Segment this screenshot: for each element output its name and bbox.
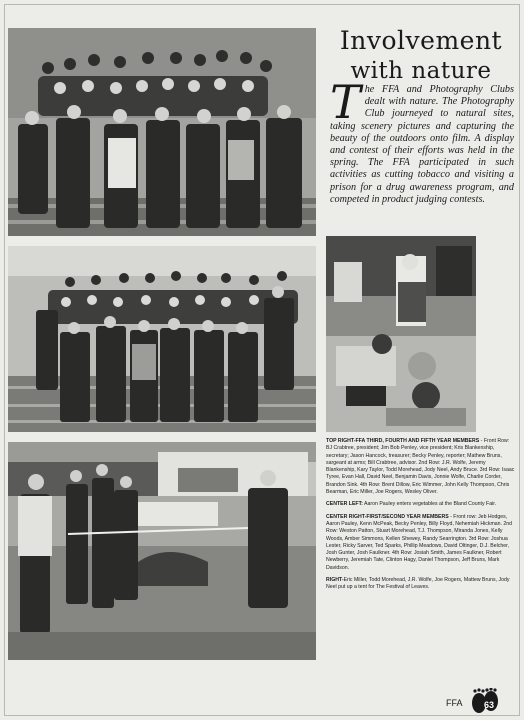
title-line-2: with nature — [350, 58, 492, 84]
section-label: FFA — [446, 698, 463, 708]
caption-top-right — [326, 438, 516, 496]
caption-text: - Front row: Jeb Hodges, Aaron Pauley, Kenn McPeak, Becky Penley, Billy Floyd, Nehemiah Hickman. 2nd Row: Weston Patton, Stuart Morehead, T.J. Thompson, Miranda Jones, Kelly Woods, Amber Simmons, Kellen Shewey, Randy Searrington. 3rd Row: Joshua Lester, Ricky Sarver, Ted Sparks, Phillip Meadows, David Oltinger, D.J. Belcher, Josh Gunter, Josh Faulkner. 4th Row: Josiah Smith, James Faulkner, Robert Newberry, Jeremiah Tate, Clinton Hagy, Daniel Thompson, Jeff Bruns, Mark Davidson. — [326, 513, 513, 571]
body-text: he FFA and Photography Clubs dealt with nature. The Photography Club journeyed to natural sites, taking scenery pictures and capturing the beauty of the outdoors onto film. A display and contest of their efforts was held in the spring. The FFA participated in such activities as cutting tobacco and visiting a prison for a drug awareness program, and competed in product judging contests. — [330, 84, 514, 205]
caption-heading: RIGHT- — [326, 577, 344, 584]
photo-putting-up-tent — [8, 442, 316, 660]
caption-heading: CENTER LEFT: — [326, 501, 363, 508]
drop-cap: T — [330, 75, 361, 129]
caption-heading: CENTER RIGHT-FIRST/SECOND YEAR MEMBERS — [326, 513, 449, 520]
caption-center-left — [326, 501, 516, 508]
photo-ffa-upper-members — [8, 28, 316, 236]
caption-text: Aaron Pauley enters vegetables at the Bland County Fair. — [362, 501, 497, 508]
caption-right — [326, 577, 516, 592]
caption-text: Eric Miller, Todd Morehead, J.R. Wolfe, Joe Rogers, Mattew Bruns, Jody Neel put up a tent for The Festival of Leaves. — [326, 577, 510, 591]
caption-text: - Front Row: BJ Crabtree, president; Jim Bob Penley, vice president; Kris Blankenship, secretary; Jason Hancock, treasurer; Becky Penley, reporter; Mathew Bruns, sargeant at arms; Bill Crabtree, advisor. 2nd Row: J.R. Wolfe, Jeremy Blankenship, Kary Taylor, Todd Morehead, Jody Neel, Andy Bruce. 3rd Row: Isaac Tyree, Evan Hall, David Neel, Benjamin Davis, Jonnie Wolfe, Charlie Corder, Brandon Sink. 4th Row: Brent Dillow, Eric Wimmer, John Kelly Thompson, Chris Bearman, Eric Miller, Joe Rogers, Wesley Oliver. — [326, 438, 515, 496]
caption-heading: TOP RIGHT-FFA THIRD, FOURTH AND FIFTH YEAR MEMBERS — [326, 438, 480, 444]
photo-ffa-first-second-year — [8, 246, 316, 432]
title-line-1: Involvement — [339, 26, 503, 55]
page-number: 63 — [483, 700, 494, 710]
body-copy — [330, 75, 514, 206]
photo-captions — [326, 438, 516, 597]
photo-vegetables-at-fair — [326, 236, 476, 432]
caption-center-right — [326, 514, 516, 572]
